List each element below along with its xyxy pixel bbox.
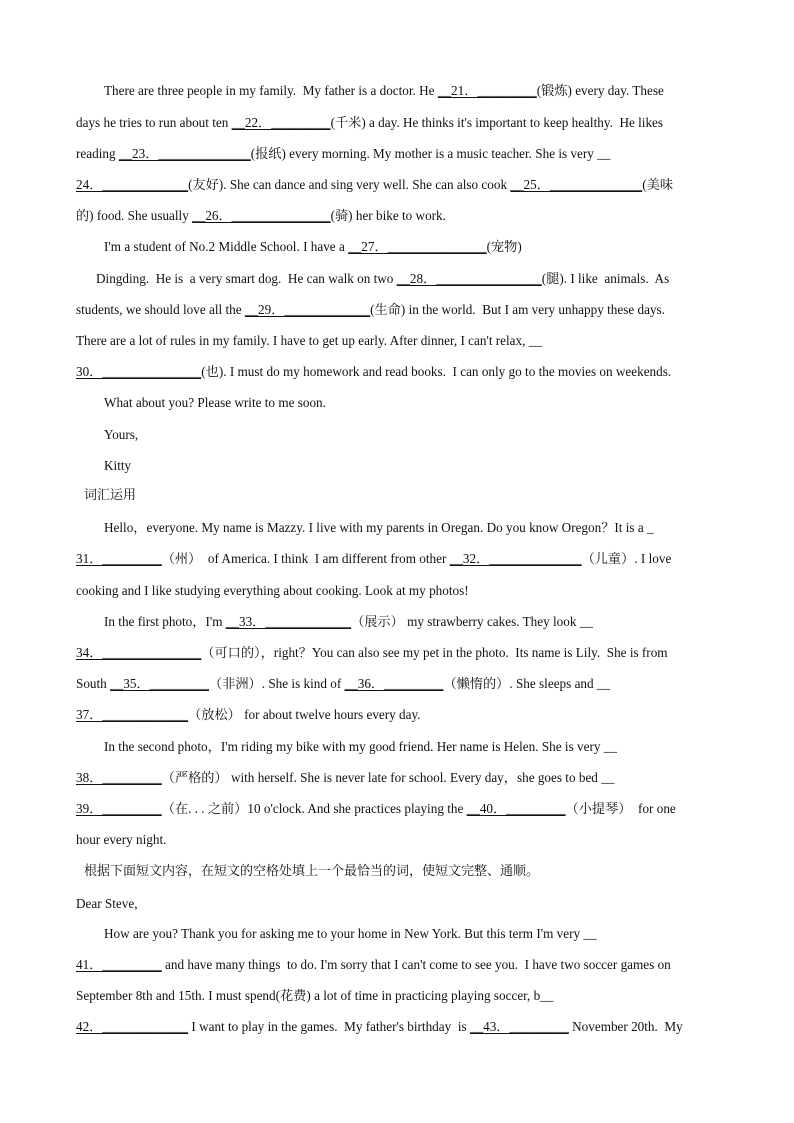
text-line: 37．_____________（放松） for about twelve hours every day.	[76, 705, 718, 725]
blank-23[interactable]: __23．______________	[118, 146, 251, 161]
text-line: 42．_____________ I want to play in the games. My father's birthday is __43．_________ November 20th. My	[76, 1017, 718, 1037]
blank-22[interactable]: __22．_________	[231, 115, 331, 130]
blank-37[interactable]: 37．_____________	[76, 707, 189, 722]
text-line: 30．_______________(也). I must do my homework and read books. I can only go to the movies on weekends.	[76, 362, 718, 382]
blank-36[interactable]: __36．_________	[344, 676, 444, 691]
text-line: 39．_________（在. . . 之前）10 o'clock. And she practices playing the __40．_________（小提琴） for one	[76, 799, 718, 819]
text-line: South __35．_________（非洲）. She is kind of __36．_________（懒惰的）. She sleeps and __	[76, 674, 718, 694]
text-line: How are you? Thank you for asking me to your home in New York. But this term I'm very __	[104, 926, 597, 941]
blank-41[interactable]: 41．_________	[76, 957, 162, 972]
blank-38[interactable]: 38．_________	[76, 770, 162, 785]
text-line: In the second photo，I'm riding my bike with my good friend. Her name is Helen. She is very __	[104, 739, 617, 754]
blank-30[interactable]: 30．_______________	[76, 364, 202, 379]
text-line: Dingding. He is a very smart dog. He can walk on two __28．________________(腿). I like animals. As	[96, 269, 718, 289]
text-line: September 8th and 15th. I must spend(花费) a lot of time in practicing playing soccer, b__	[76, 988, 554, 1003]
closing: Yours,	[104, 427, 139, 442]
blank-34[interactable]: 34．_______________	[76, 645, 202, 660]
salutation: Dear Steve,	[76, 896, 138, 911]
text-line: There are a lot of rules in my family. I have to get up early. After dinner, I can't relax, __	[76, 333, 542, 348]
blank-43[interactable]: __43．_________	[469, 1019, 569, 1034]
blank-29[interactable]: __29．_____________	[244, 302, 371, 317]
blank-21[interactable]: __21．_________	[437, 83, 537, 98]
blank-39[interactable]: 39．_________	[76, 801, 162, 816]
text-line: days he tries to run about ten __22．_________(千米) a day. He thinks it's important to keep healthy. He likes	[76, 113, 718, 133]
text-line: 38．_________（严格的） with herself. She is never late for school. Every day，she goes to bed __	[76, 768, 718, 788]
section-heading: 词汇运用	[84, 488, 137, 503]
blank-31[interactable]: 31．_________	[76, 551, 162, 566]
blank-27[interactable]: __27．_______________	[348, 239, 487, 254]
text-line: There are three people in my family. My father is a doctor. He __21．_________(锻炼) every day. These	[104, 81, 718, 101]
blank-25[interactable]: __25．______________	[510, 177, 643, 192]
blank-24[interactable]: 24．_____________	[76, 177, 189, 192]
text-line: cooking and I like studying everything about cooking. Look at my photos!	[76, 583, 469, 598]
text-line: 34．_______________（可口的），right？You can also see my pet in the photo. Its name is Lily. She is from	[76, 643, 718, 663]
text-line: In the first photo，I'm __33．_____________（展示） my strawberry cakes. They look __	[104, 612, 718, 632]
text-line: reading __23．______________(报纸) every morning. My mother is a music teacher. She is very __	[76, 144, 718, 164]
text-line: 24．_____________(友好). She can dance and sing very well. She can also cook __25．______________(美味	[76, 175, 718, 195]
instructions: 根据下面短文内容，在短文的空格处填上一个最恰当的词，使短文完整、通顺。	[84, 864, 540, 879]
blank-26[interactable]: __26．_______________	[192, 208, 331, 223]
text-line: What about you? Please write to me soon.	[104, 395, 326, 410]
text-line: 31．_________（州） of America. I think I am different from other __32．______________（儿童）. I love	[76, 549, 718, 569]
text-line: hour every night.	[76, 832, 167, 847]
text-line: 41．_________ and have many things to do. I'm sorry that I can't come to see you. I have two soccer games on	[76, 955, 718, 975]
text-line: 的) food. She usually __26．_______________(骑) her bike to work.	[76, 206, 718, 226]
text-line: students, we should love all the __29．_____________(生命) in the world. But I am very unhappy these days.	[76, 300, 718, 320]
blank-32[interactable]: __32．______________	[449, 551, 582, 566]
blank-35[interactable]: __35．_________	[110, 676, 209, 691]
signature: Kitty	[104, 458, 132, 473]
text-line: Hello，everyone. My name is Mazzy. I live with my parents in Oregan. Do you know Oregon？It is a _	[104, 520, 654, 535]
blank-28[interactable]: __28．________________	[396, 271, 542, 286]
blank-33[interactable]: __33．_____________	[225, 614, 352, 629]
text-line: I'm a student of No.2 Middle School. I have a __27．_______________(宠物)	[104, 237, 718, 257]
blank-42[interactable]: 42．_____________	[76, 1019, 189, 1034]
blank-40[interactable]: __40．_________	[466, 801, 566, 816]
